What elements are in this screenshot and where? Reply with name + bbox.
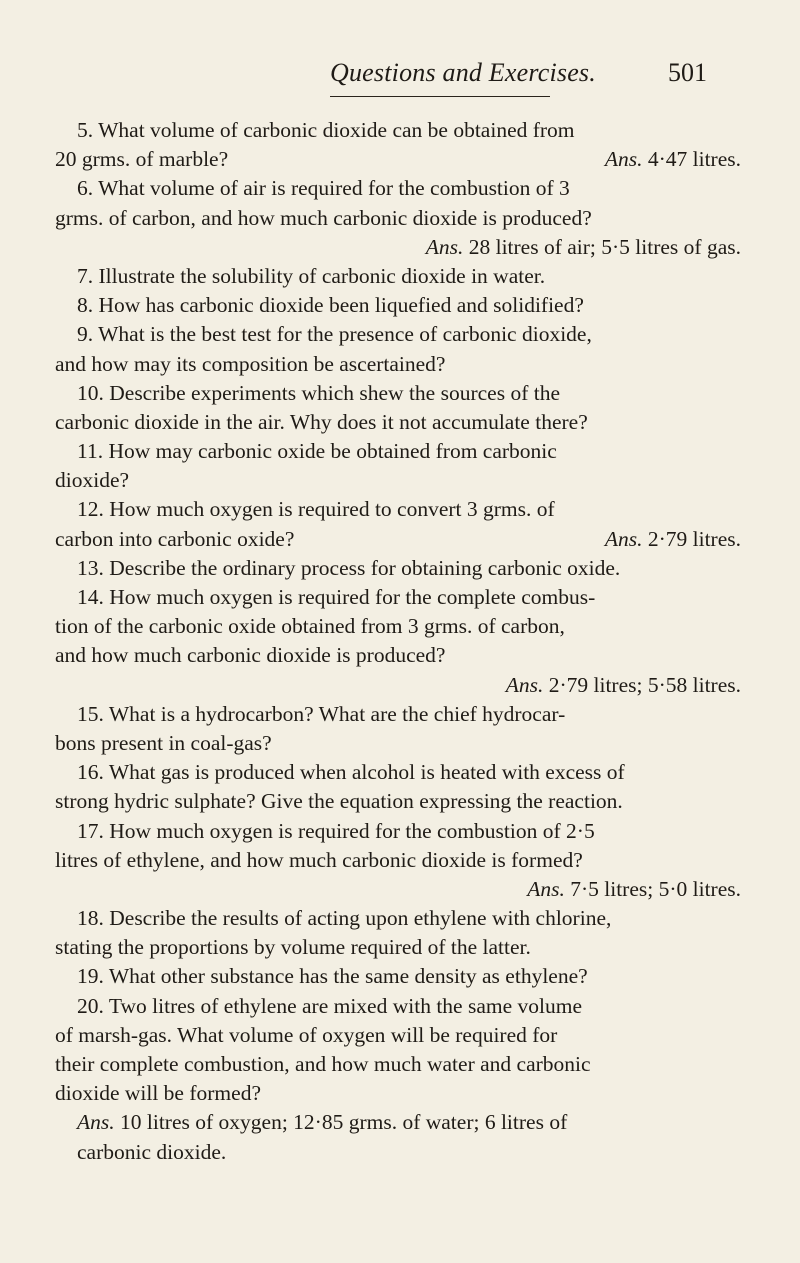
text-line [55, 641, 741, 670]
text-line [55, 904, 741, 933]
question-text: 5. What volume of carbonic dioxide can be obtained from [77, 118, 575, 142]
answer-label: Ans. [604, 147, 643, 172]
text-line [55, 787, 741, 816]
text-line [55, 525, 741, 554]
question-text: 12. How much oxygen is required to convert 3 grms. of [77, 497, 555, 522]
text-line [55, 174, 741, 203]
question-text: grms. of carbon, and how much carbonic dioxide is produced? [55, 205, 592, 230]
text-line [55, 1050, 741, 1079]
text-line [55, 116, 741, 145]
question-text: strong hydric sulphate? Give the equation expressing the reaction. [55, 789, 623, 814]
question-text: 17. How much oxygen is required for the combustion of 2·5 [77, 818, 595, 843]
text-line [55, 145, 741, 174]
exercise-list [55, 116, 741, 1167]
answer-label: Ans. [77, 1110, 115, 1135]
text-line [55, 291, 741, 320]
text-line [55, 933, 741, 962]
answer [605, 525, 741, 554]
question-text: 14. How much oxygen is required for the complete combus- [77, 585, 596, 609]
answer-label: Ans. [505, 672, 544, 697]
question-text: 18. Describe the results of acting upon ethylene with chlorine, [77, 906, 612, 931]
text-line [55, 612, 741, 641]
answer [605, 145, 741, 174]
text-line [55, 233, 741, 262]
answer-text: 2·79 litres; 5·58 litres. [548, 672, 741, 697]
text-line [55, 758, 741, 787]
question-text: stating the proportions by volume required of the latter. [55, 935, 531, 960]
text-line [55, 1138, 741, 1167]
answer-text: 4·47 litres. [647, 147, 741, 172]
text-line [55, 729, 741, 758]
text-line [55, 583, 741, 612]
question-text: dioxide? [55, 468, 130, 493]
answer-label: Ans. [425, 234, 464, 259]
running-head [330, 58, 730, 98]
page-number: 501 [668, 58, 707, 87]
answer-text: 10 litres of oxygen; 12·85 grms. of water; 6 litres of [120, 1110, 568, 1135]
text-line [55, 379, 741, 408]
answer-label: Ans. [604, 526, 643, 551]
text-line [55, 554, 741, 583]
question-text: of marsh-gas. What volume of oxygen will be required for [55, 1022, 558, 1047]
text-line [55, 437, 741, 466]
text-line [55, 320, 741, 349]
text-line [55, 204, 741, 233]
question-text: litres of ethylene, and how much carbonic dioxide is formed? [55, 847, 583, 872]
answer-label: Ans. [527, 876, 565, 901]
running-head-title: Questions and Exercises. [330, 58, 596, 87]
text-line [55, 962, 741, 991]
text-line [55, 1108, 741, 1137]
answer-text: 2·79 litres. [647, 526, 741, 551]
header-rule [330, 96, 550, 97]
question-text: tion of the carbonic oxide obtained from 3 grms. of carbon, [55, 614, 565, 639]
question-text: carbonic dioxide in the air. Why does it not accumulate there? [55, 409, 588, 434]
question-text: 6. What volume of air is required for the combustion of 3 [77, 176, 570, 201]
text-line [55, 1079, 741, 1108]
text-line [55, 408, 741, 437]
question-text: 7. Illustrate the solubility of carbonic dioxide in water. [77, 263, 546, 288]
text-line [55, 671, 741, 700]
question-text: dioxide will be formed? [55, 1081, 261, 1106]
text-line [55, 846, 741, 875]
question-text: 19. What other substance has the same density as ethylene? [77, 964, 588, 989]
question-text: and how much carbonic dioxide is produced? [55, 643, 446, 668]
answer-text: 28 litres of air; 5·5 litres of gas. [468, 234, 741, 259]
answer-text: 7·5 litres; 5·0 litres. [570, 876, 741, 901]
text-line [55, 817, 741, 846]
question-text: carbon into carbonic oxide? [55, 526, 295, 551]
question-text: 10. Describe experiments which shew the sources of the [77, 380, 561, 405]
text-line [55, 875, 741, 904]
question-text: 20. Two litres of ethylene are mixed with the same volume [77, 993, 583, 1018]
question-text: 11. How may carbonic oxide be obtained from carbonic [77, 439, 557, 464]
text-line [55, 466, 741, 495]
text-line [55, 495, 741, 524]
question-text: 15. What is a hydrocarbon? What are the chief hydrocar- [77, 701, 566, 726]
question-text: their complete combustion, and how much water and carbonic [55, 1052, 591, 1076]
question-text: 8. How has carbonic dioxide been liquefied and solidified? [77, 293, 584, 318]
text-line [55, 700, 741, 729]
question-text: 16. What gas is produced when alcohol is heated with excess of [77, 760, 625, 785]
question-text: 13. Describe the ordinary process for obtaining carbonic oxide. [77, 555, 621, 580]
text-line [55, 262, 741, 291]
text-line [55, 1021, 741, 1050]
text-line [55, 992, 741, 1021]
answer-text: carbonic dioxide. [77, 1139, 227, 1164]
question-text: 20 grms. of marble? [55, 147, 229, 172]
question-text: and how may its composition be ascertained? [55, 351, 446, 376]
text-line [55, 350, 741, 379]
question-text: 9. What is the best test for the presence of carbonic dioxide, [77, 322, 592, 347]
question-text: bons present in coal-gas? [55, 730, 272, 755]
